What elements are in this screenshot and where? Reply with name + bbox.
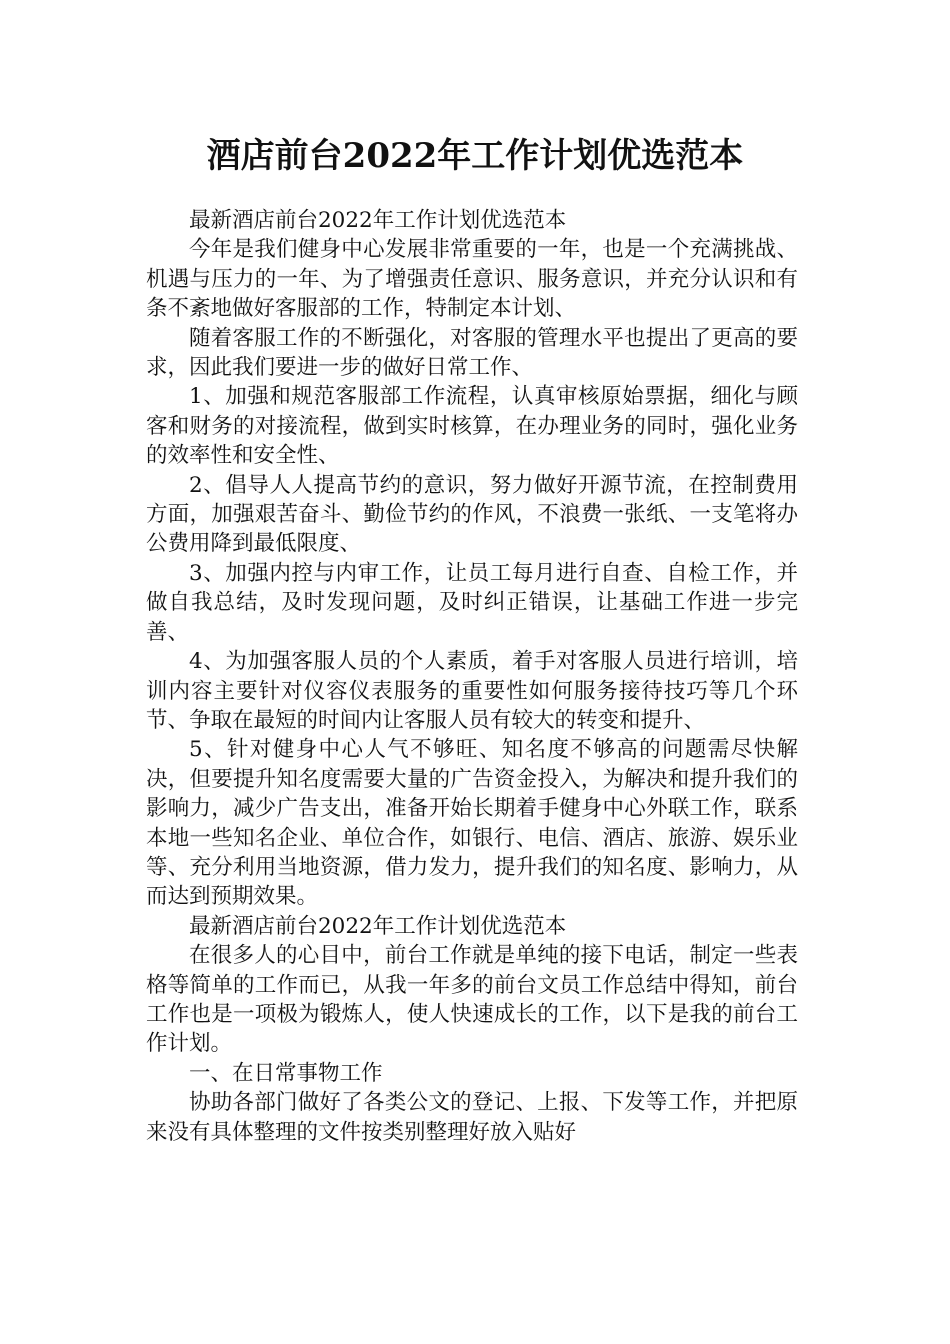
paragraph-item-5: 5、针对健身中心人气不够旺、知名度不够高的问题需尽快解决，但要提升知名度需要大量的广告资金投入，为解决和提升我们的影响力，减少广告支出，准备开始长期着手健身中心外联工作，联系本地一些知名企业、单位合作，如银行、电信、酒店、旅游、娱乐业等、充分利用当地资源，借力发力，提升我们的知名度、影响力，从而达到预期效果。 [146,737,798,910]
paragraph-subtitle-2: 最新酒店前台2022年工作计划优选范本 [189,913,567,939]
paragraph-frontdesk-intro: 在很多人的心目中，前台工作就是单纯的接下电话，制定一些表格等简单的工作而已，从我一年多的前台文员工作总结中得知，前台工作也是一项极为锻炼人，使人快速成长的工作，以下是我的前台工作计划。 [146,943,798,1057]
paragraph-intro: 今年是我们健身中心发展非常重要的一年，也是一个充满挑战、机遇与压力的一年、为了增强责任意识、服务意识，并充分认识和有条不紊地做好客服部的工作，特制定本计划、 [146,237,798,322]
paragraph-item-1: 1、加强和规范客服部工作流程，认真审核原始票据，细化与顾客和财务的对接流程，做到实时核算，在办理业务的同时，强化业务的效率性和安全性、 [146,384,798,469]
paragraph-section-heading: 一、在日常事物工作 [189,1060,383,1086]
document-title: 酒店前台2022年工作计划优选范本 [206,136,744,176]
paragraph-item-4: 4、为加强客服人员的个人素质，着手对客服人员进行培训，培训内容主要针对仪容仪表服务的重要性如何服务接待技巧等几个环节、争取在最短的时间内让客服人员有较大的转变和提升、 [146,649,798,733]
paragraph-section-body: 协助各部门做好了各类公文的登记、上报、下发等工作，并把原来没有具体整理的文件按类别整理好放入贴好 [146,1090,798,1145]
paragraph-item-3: 3、加强内控与内审工作，让员工每月进行自查、自检工作，并做自我总结，及时发现问题，及时纠正错误，让基础工作进一步完善、 [146,560,798,645]
paragraph-item-2: 2、倡导人人提高节约的意识，努力做好开源节流，在控制费用方面，加强艰苦奋斗、勤俭节约的作风，不浪费一张纸、一支笔将办公费用降到最低限度、 [146,472,798,557]
paragraph-subtitle: 最新酒店前台2022年工作计划优选范本 [189,208,567,233]
document-body [146,206,798,1147]
paragraph-requirements: 随着客服工作的不断强化，对客服的管理水平也提出了更高的要求，因此我们要进一步的做好日常工作、 [146,325,798,381]
